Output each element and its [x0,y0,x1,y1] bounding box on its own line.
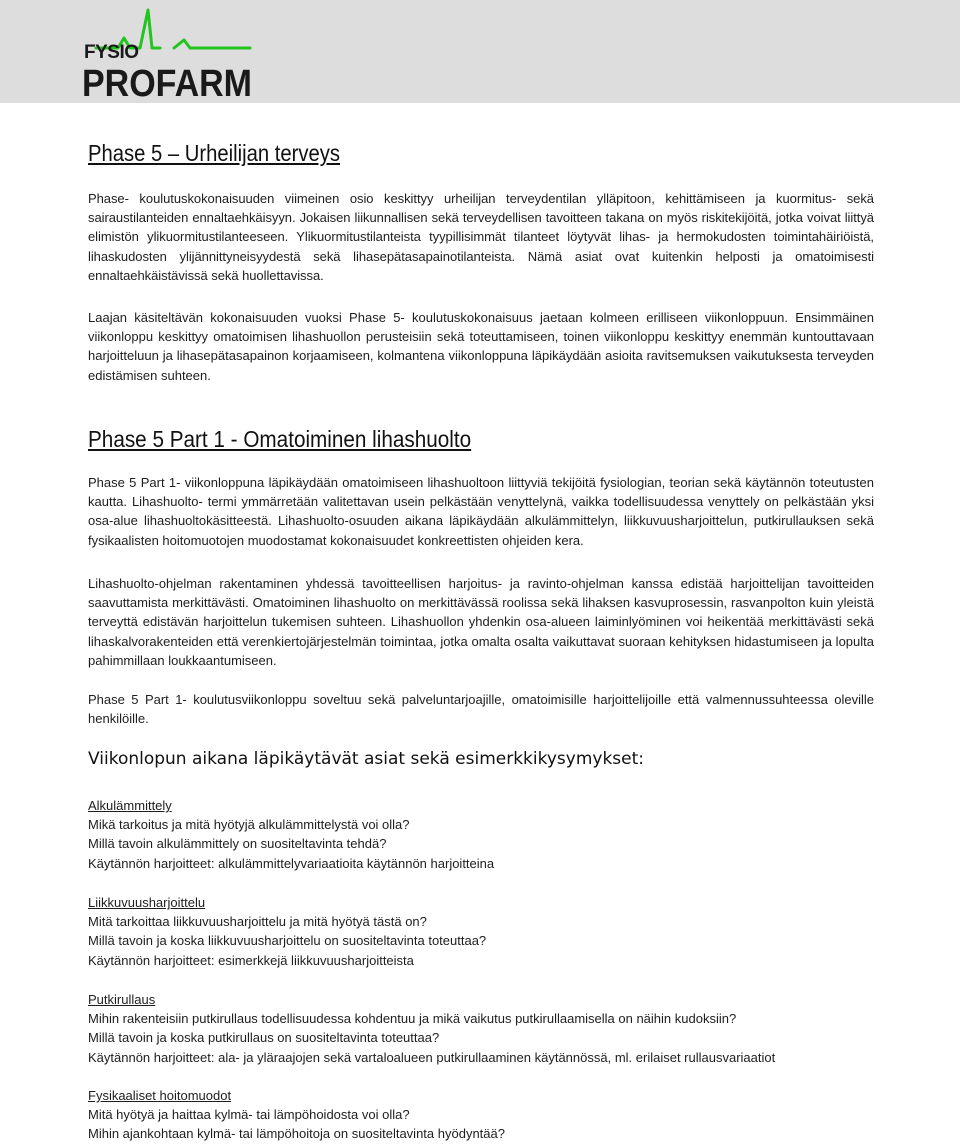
heading-weekend-topics: Viikonlopun aikana läpikäytävät asiat sekä esimerkkikysymykset: [88,749,645,769]
part1-paragraph-2: Lihashuolto-ohjelman rakentaminen yhdessä tavoitteellisen harjoitus- ja ravinto-ohjelman kanssa edistää harjoittelijan tavoitteiden saavuttamista merkittävästi. Omatoiminen lihashuolto on merkittävässä roolissa sekä lihaksen kasvuprosessin, rasvanpolton kuin yleistä terveyttä edistävän harjoittelun tukemisen suhteen. Lihashuollon yhdenkin osa-alueen laiminlyöminen voi heikentää merkittävästi sekä lihaskalvorakenteiden että verenkiertojärjestelmän toimintaa, jotka omalta osalta vaikuttavat suoraan kehityksen hidastumiseen ja lopulta pahimmillaan loukkaantumiseen. [88,576,874,668]
part1-paragraph-1: Phase 5 Part 1- viikonloppuna läpikäydään omatoimiseen lihashuoltoon liittyviä tekijöitä fysiologian, teorian sekä käytännön toteutusten kautta. Lihashuolto- termi ymmärretään valitettavan usein pelkästään venyttelynä, vaikka todellisuudessa venyttely on pelkästään yksi osa-alue lihashuoltokäsitteestä. Lihashuolto-osuuden aikana läpikäydään alkulämmittelyn, liikkuvuusharjoittelun, putkirullauksen sekä fysikaalisten hoitomuotojen muodostamat kokonaisuudet konkreettisten ohjeiden kera. [88,475,874,548]
logo-top-text: FYSIO [84,42,139,63]
topic-question: Käytännön harjoitteet: esimerkkejä liikkuvuusharjoitteista [88,952,414,968]
topic-question: Mihin rakenteisiin putkirullaus todellisuudessa kohdentuu ja mikä vaikutus putkirullaamisella on näihin kudoksiin? [88,1011,737,1027]
topic-title: Fysikaaliset hoitomuodot [88,1088,232,1103]
topic-question: Millä tavoin alkulämmittely on suositeltavinta tehdä? [88,836,387,852]
topic-question: Käytännön harjoitteet: ala- ja yläraajojen sekä vartaloalueen putkirullaaminen käytännössä, ml. erilaiset rullausvariaatiot [88,1049,776,1065]
header-bar [0,0,960,103]
topic-group [88,1086,874,1144]
topic-question: Mitä tarkoittaa liikkuvuusharjoittelu ja mitä hyötyä tästä on? [88,914,427,930]
logo-bottom-text: PROFARM [82,63,252,100]
topic-group [88,990,874,1067]
topic-question: Mikä tarkoitus ja mitä hyötyjä alkulämmittelystä voi olla? [88,817,410,833]
fysio-profarm-logo [78,4,258,100]
topic-question: Millä tavoin ja koska putkirullaus on suositeltavinta toteuttaa? [88,1030,440,1046]
phase5-paragraph-1: Phase- koulutuskokonaisuuden viimeinen osio keskittyy urheilijan terveydentilan ylläpitoon, kehittämiseen ja kuormitus- sekä sairaustilanteiden ennaltaehkäisyyn. Jokaisen liikunnallisen sekä terveydellisen tavoitteen takana on myös riskitekijöitä, jotka voivat liittyä elimistön ylikuormitustilanteeseen. Ylikuormitustilanteista tyypillisimmät tilanteet löytyvät lihas- ja hermokudosten toimintahäiriöistä, lihaskudosten ylijännittyneisyydestä sekä lihasepätasapainotilanteista. Nämä asiat ovat kuitenkin helposti ja omatoimisesti ennaltaehkäistävissä sekä huollettavissa. [88,191,874,283]
topic-group [88,893,874,970]
heading-phase5: Phase 5 – Urheilijan terveys [88,140,341,166]
topic-title: Putkirullaus [88,992,156,1007]
topic-question: Mitä hyötyä ja haittaa kylmä- tai lämpöhoidosta voi olla? [88,1107,410,1123]
phase5-paragraph-2: Laajan käsiteltävän kokonaisuuden vuoksi Phase 5- koulutuskokonaisuus jaetaan kolmeen erilliseen viikonloppuun. Ensimmäinen viikonloppu keskittyy omatoimisen lihashuollon perusteisiin sekä toteuttamiseen, toinen viikonloppu keskittyy enemmän kuntouttavaan harjoitteluun ja lihasepätasapainon korjaamiseen, kolmantena viikonloppuna läpikäydään asioita ravitsemuksen vaikutuksesta terveyden edistämisen suhteen. [88,310,874,383]
heading-phase5-part1: Phase 5 Part 1 - Omatoiminen lihashuolto [88,426,472,452]
topic-title: Liikkuvuusharjoittelu [88,895,206,910]
topic-question: Mihin ajankohtaan kylmä- tai lämpöhoitoja on suositeltavinta hyödyntää? [88,1126,505,1142]
topic-question: Käytännön harjoitteet: alkulämmittelyvariaatioita käytännön harjoitteina [88,855,495,871]
topic-group [88,796,874,873]
topic-question: Millä tavoin ja koska liikkuvuusharjoittelu on suositeltavinta toteuttaa? [88,933,487,949]
part1-paragraph-3: Phase 5 Part 1- koulutusviikonloppu soveltuu sekä palveluntarjoajille, omatoimisille harjoittelijoille että valmennussuhteessa oleville henkilöille. [88,692,874,727]
topic-title: Alkulämmittely [88,798,172,813]
